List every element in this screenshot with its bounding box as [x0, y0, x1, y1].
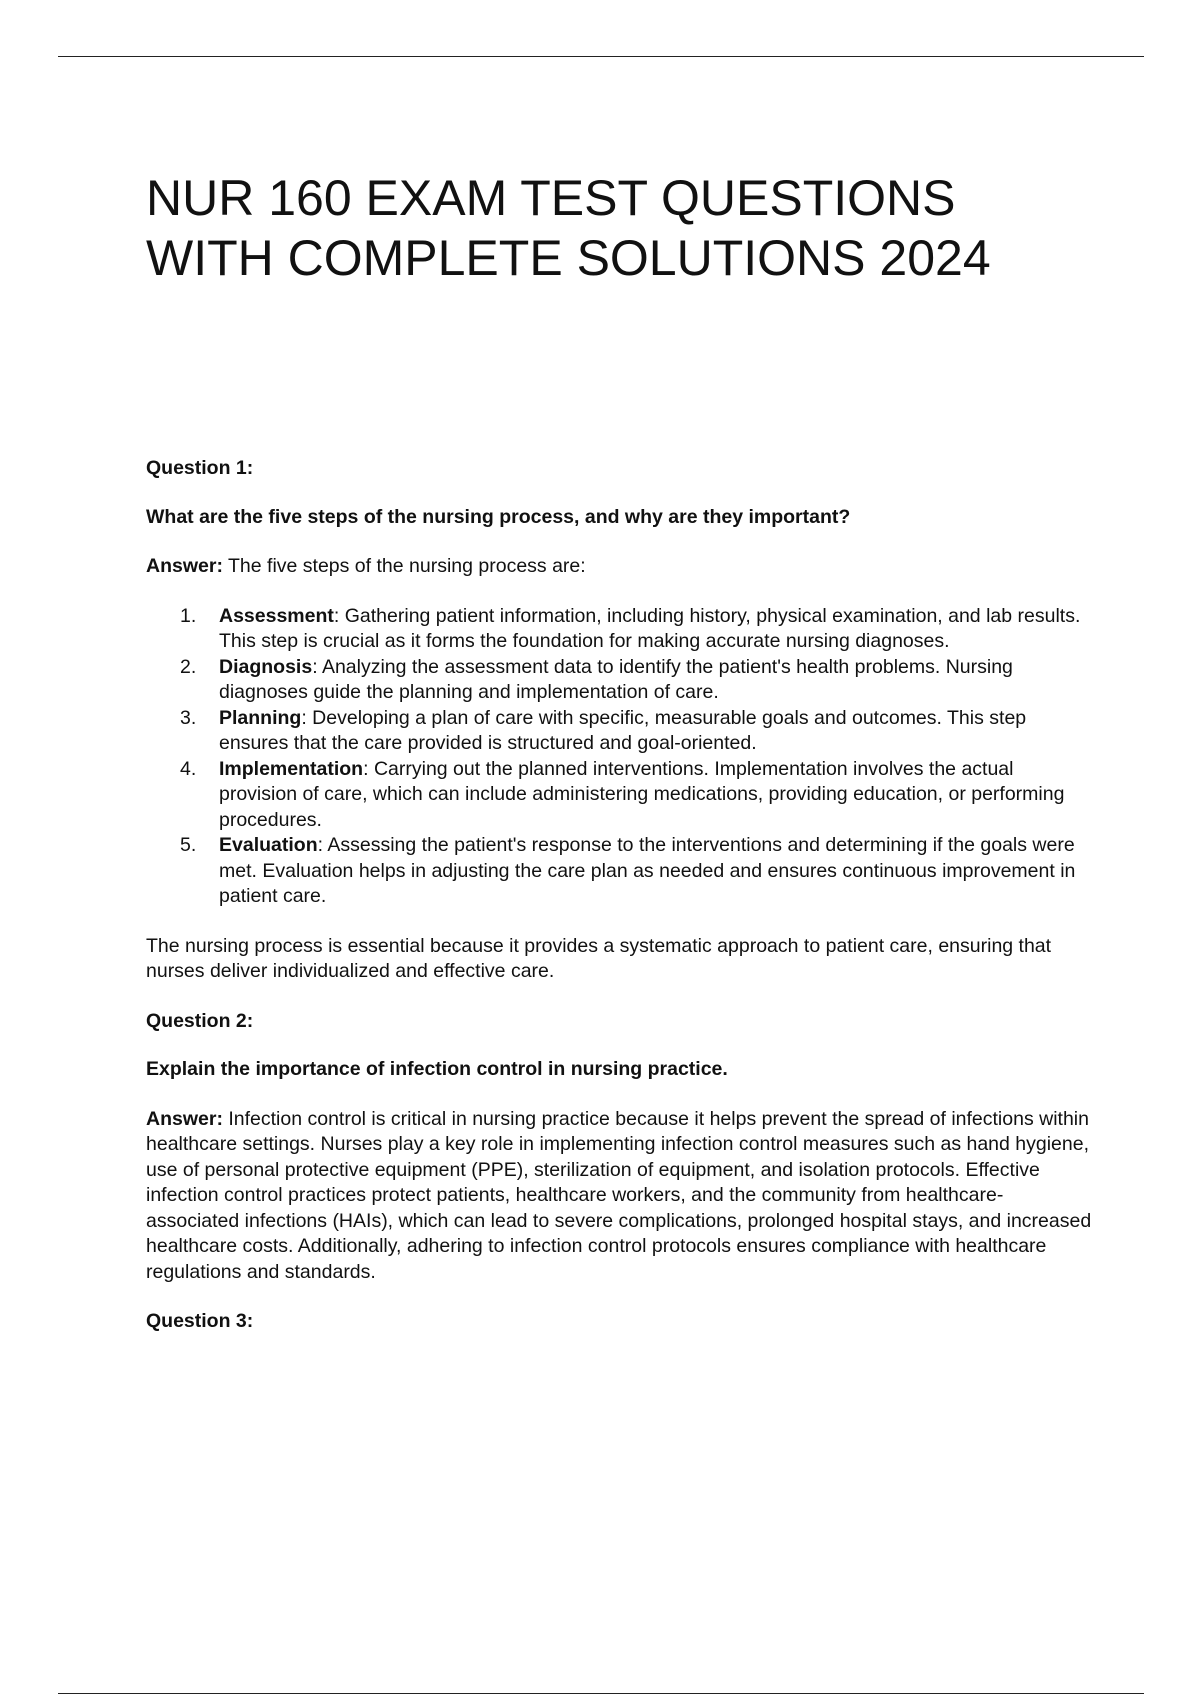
step-term: Assessment — [219, 604, 334, 627]
list-number: 5. — [180, 834, 197, 856]
list-item — [146, 706, 1096, 757]
step-description: : Developing a plan of care with specific, measurable goals and outcomes. This step ensures that the care provided is structured and goal-oriented. — [219, 706, 1027, 754]
question-1-text: What are the five steps of the nursing process, and why are they important? — [146, 505, 851, 528]
document-body — [146, 456, 1096, 1358]
question-1-answer-intro — [146, 554, 1096, 580]
list-item — [146, 655, 1096, 706]
question-3-heading: Question 3: — [146, 1310, 254, 1332]
list-number: 2. — [180, 655, 197, 678]
answer-label: Answer: — [146, 1107, 223, 1130]
answer-intro-text: The five steps of the nursing process are: — [222, 555, 586, 577]
step-description: : Carrying out the planned interventions. Implementation involves the actual provision of care, which can include administering medications, providing education, or performing procedures. — [219, 757, 1065, 831]
list-item — [146, 757, 1096, 834]
list-number: 3. — [180, 706, 197, 729]
step-description: : Analyzing the assessment data to identify the patient's health problems. Nursing diagnoses guide the planning and implementation of care. — [219, 655, 1013, 703]
step-term: Planning — [219, 706, 302, 729]
question-2-text: Explain the importance of infection control in nursing practice. — [146, 1058, 728, 1080]
answer-text: Infection control is critical in nursing practice because it helps prevent the spread of infections within healthcare settings. Nurses play a key role in implementing infection control measures such as hand hygiene, use of personal protective equipment (PPE), sterilization of equipment, and isolation protocols. Effective infection control practices protect patients, healthcare workers, and the community from healthcare-associated infections (HAIs), which can lead to severe complications, prolonged hospital stays, and increased healthcare costs. Additionally, adhering to infection control protocols ensures compliance with healthcare regulations and standards. — [146, 1107, 1092, 1283]
question-1-heading: Question 1: — [146, 457, 254, 479]
step-description: : Assessing the patient's response to the interventions and determining if the goals were met. Evaluation helps in adjusting the care plan as needed and ensures continuous improvement in patient care. — [219, 834, 1076, 907]
step-description: : Gathering patient information, including history, physical examination, and lab results. This step is crucial as it forms the foundation for making accurate nursing diagnoses. — [219, 604, 1081, 652]
question-2-heading: Question 2: — [146, 1009, 254, 1032]
list-number: 1. — [180, 604, 197, 627]
question-2-answer — [146, 1107, 1096, 1286]
step-term: Implementation — [219, 757, 364, 780]
top-rule — [58, 56, 1144, 57]
bottom-rule — [58, 1693, 1144, 1694]
question-1-conclusion: The nursing process is essential because it provides a systematic approach to patient care, ensuring that nurses deliver individualized and effective care. — [146, 934, 1052, 982]
title-line: WITH COMPLETE SOLUTIONS 2024 — [146, 230, 991, 286]
document-title — [146, 168, 1106, 288]
step-term: Diagnosis — [219, 655, 313, 678]
list-item — [146, 833, 1096, 910]
step-term: Evaluation — [219, 834, 318, 856]
list-item — [146, 604, 1096, 655]
nursing-process-steps-list — [146, 604, 1096, 910]
list-number: 4. — [180, 757, 197, 780]
answer-label: Answer: — [146, 555, 223, 577]
title-line: NUR 160 EXAM TEST QUESTIONS — [146, 170, 956, 226]
